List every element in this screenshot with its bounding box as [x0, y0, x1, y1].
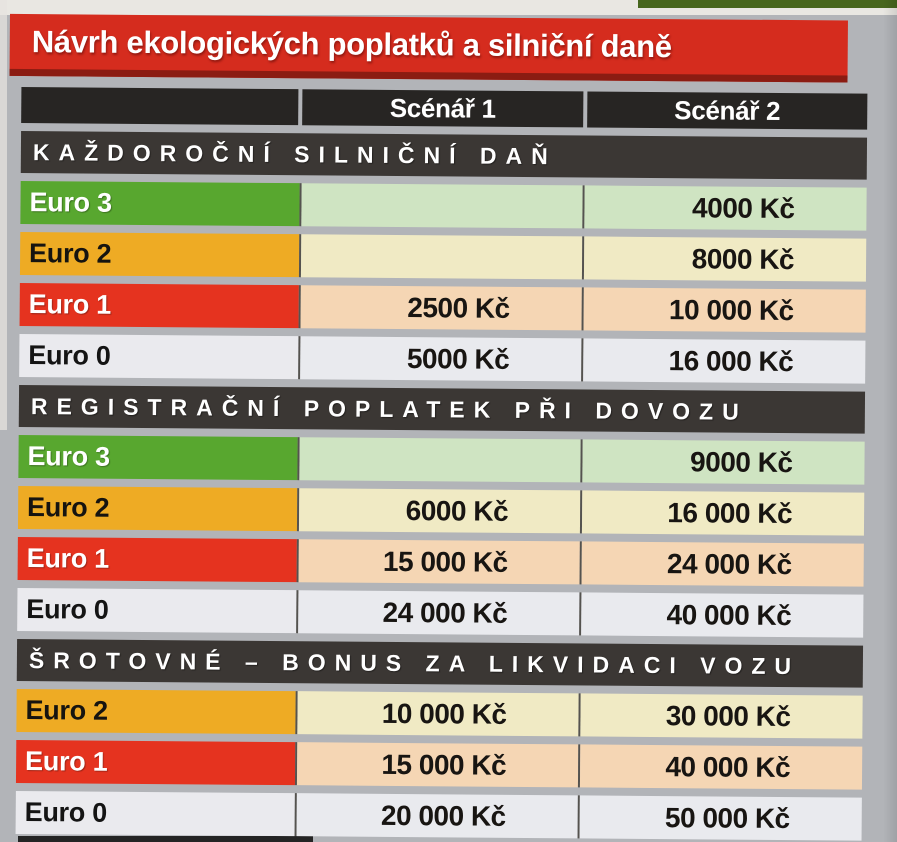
scenario1-value [301, 234, 582, 279]
table-row [17, 588, 863, 638]
scenario1-value: 6000 Kč [299, 488, 580, 533]
table-row [18, 435, 864, 485]
row-label-euro0: Euro 0 [16, 791, 295, 836]
scenario2-value: 10 000 Kč [584, 287, 866, 332]
row-label-euro1: Euro 1 [18, 537, 297, 582]
scenario2-value: 50 000 Kč [580, 795, 862, 840]
fees-table [16, 87, 868, 841]
scenario2-value: 4000 Kč [584, 185, 866, 230]
column-header-scenario-1: Scénář 1 [302, 89, 583, 127]
table-row [16, 740, 862, 790]
row-label-euro1: Euro 1 [20, 283, 299, 328]
table-row [18, 486, 864, 536]
section-header-road-tax: KAŽDOROČNÍ SILNIČNÍ DAŇ [21, 131, 867, 180]
scan-artifact-bottom-edge [18, 836, 313, 842]
table-row [16, 791, 862, 841]
column-header-row [21, 87, 867, 130]
scenario1-value: 5000 Kč [300, 336, 581, 381]
scenario1-value [301, 183, 582, 228]
scenario1-value: 2500 Kč [301, 285, 582, 330]
infographic [16, 14, 868, 841]
scenario2-value: 16 000 Kč [583, 338, 865, 383]
table-row [20, 232, 866, 282]
table-row [20, 181, 866, 231]
row-label-euro3: Euro 3 [20, 181, 299, 226]
row-label-euro2: Euro 2 [16, 689, 295, 734]
table-row [20, 283, 866, 333]
scenario2-value: 24 000 Kč [582, 541, 864, 586]
scenario2-value: 40 000 Kč [581, 592, 863, 637]
scan-left-margin [0, 0, 7, 430]
row-label-euro2: Euro 2 [20, 232, 299, 277]
section-header-registration-fee: REGISTRAČNÍ POPLATEK PŘI DOVOZU [19, 385, 865, 434]
scenario2-value: 40 000 Kč [580, 744, 862, 789]
row-label-euro1: Euro 1 [16, 740, 295, 785]
table-row [16, 689, 862, 739]
column-header-scenario-2: Scénář 2 [587, 91, 867, 129]
row-label-euro3: Euro 3 [18, 435, 297, 480]
table-row [18, 537, 864, 587]
scenario1-value: 15 000 Kč [297, 742, 578, 787]
scenario1-value [299, 437, 580, 482]
section-header-scrappage-bonus: ŠROTOVNÉ – BONUS ZA LIKVIDACI VOZU [17, 639, 863, 688]
page-fold-shadow [883, 0, 897, 842]
page-title: Návrh ekologických poplatků a silniční daně [31, 23, 672, 64]
row-label-euro0: Euro 0 [19, 334, 298, 379]
scenario1-value: 20 000 Kč [297, 793, 578, 838]
row-label-euro0: Euro 0 [17, 588, 296, 633]
title-bar [10, 14, 848, 83]
scan-artifact-green-edge [638, 0, 897, 8]
scenario2-value: 30 000 Kč [580, 693, 862, 738]
scenario1-value: 15 000 Kč [299, 539, 580, 584]
scenario1-value: 24 000 Kč [298, 590, 579, 635]
column-header-empty [21, 87, 298, 125]
table-row [19, 334, 865, 384]
scenario2-value: 9000 Kč [582, 439, 864, 484]
scenario2-value: 16 000 Kč [582, 490, 864, 535]
scenario2-value: 8000 Kč [584, 236, 866, 281]
row-label-euro2: Euro 2 [18, 486, 297, 531]
scenario1-value: 10 000 Kč [297, 691, 578, 736]
